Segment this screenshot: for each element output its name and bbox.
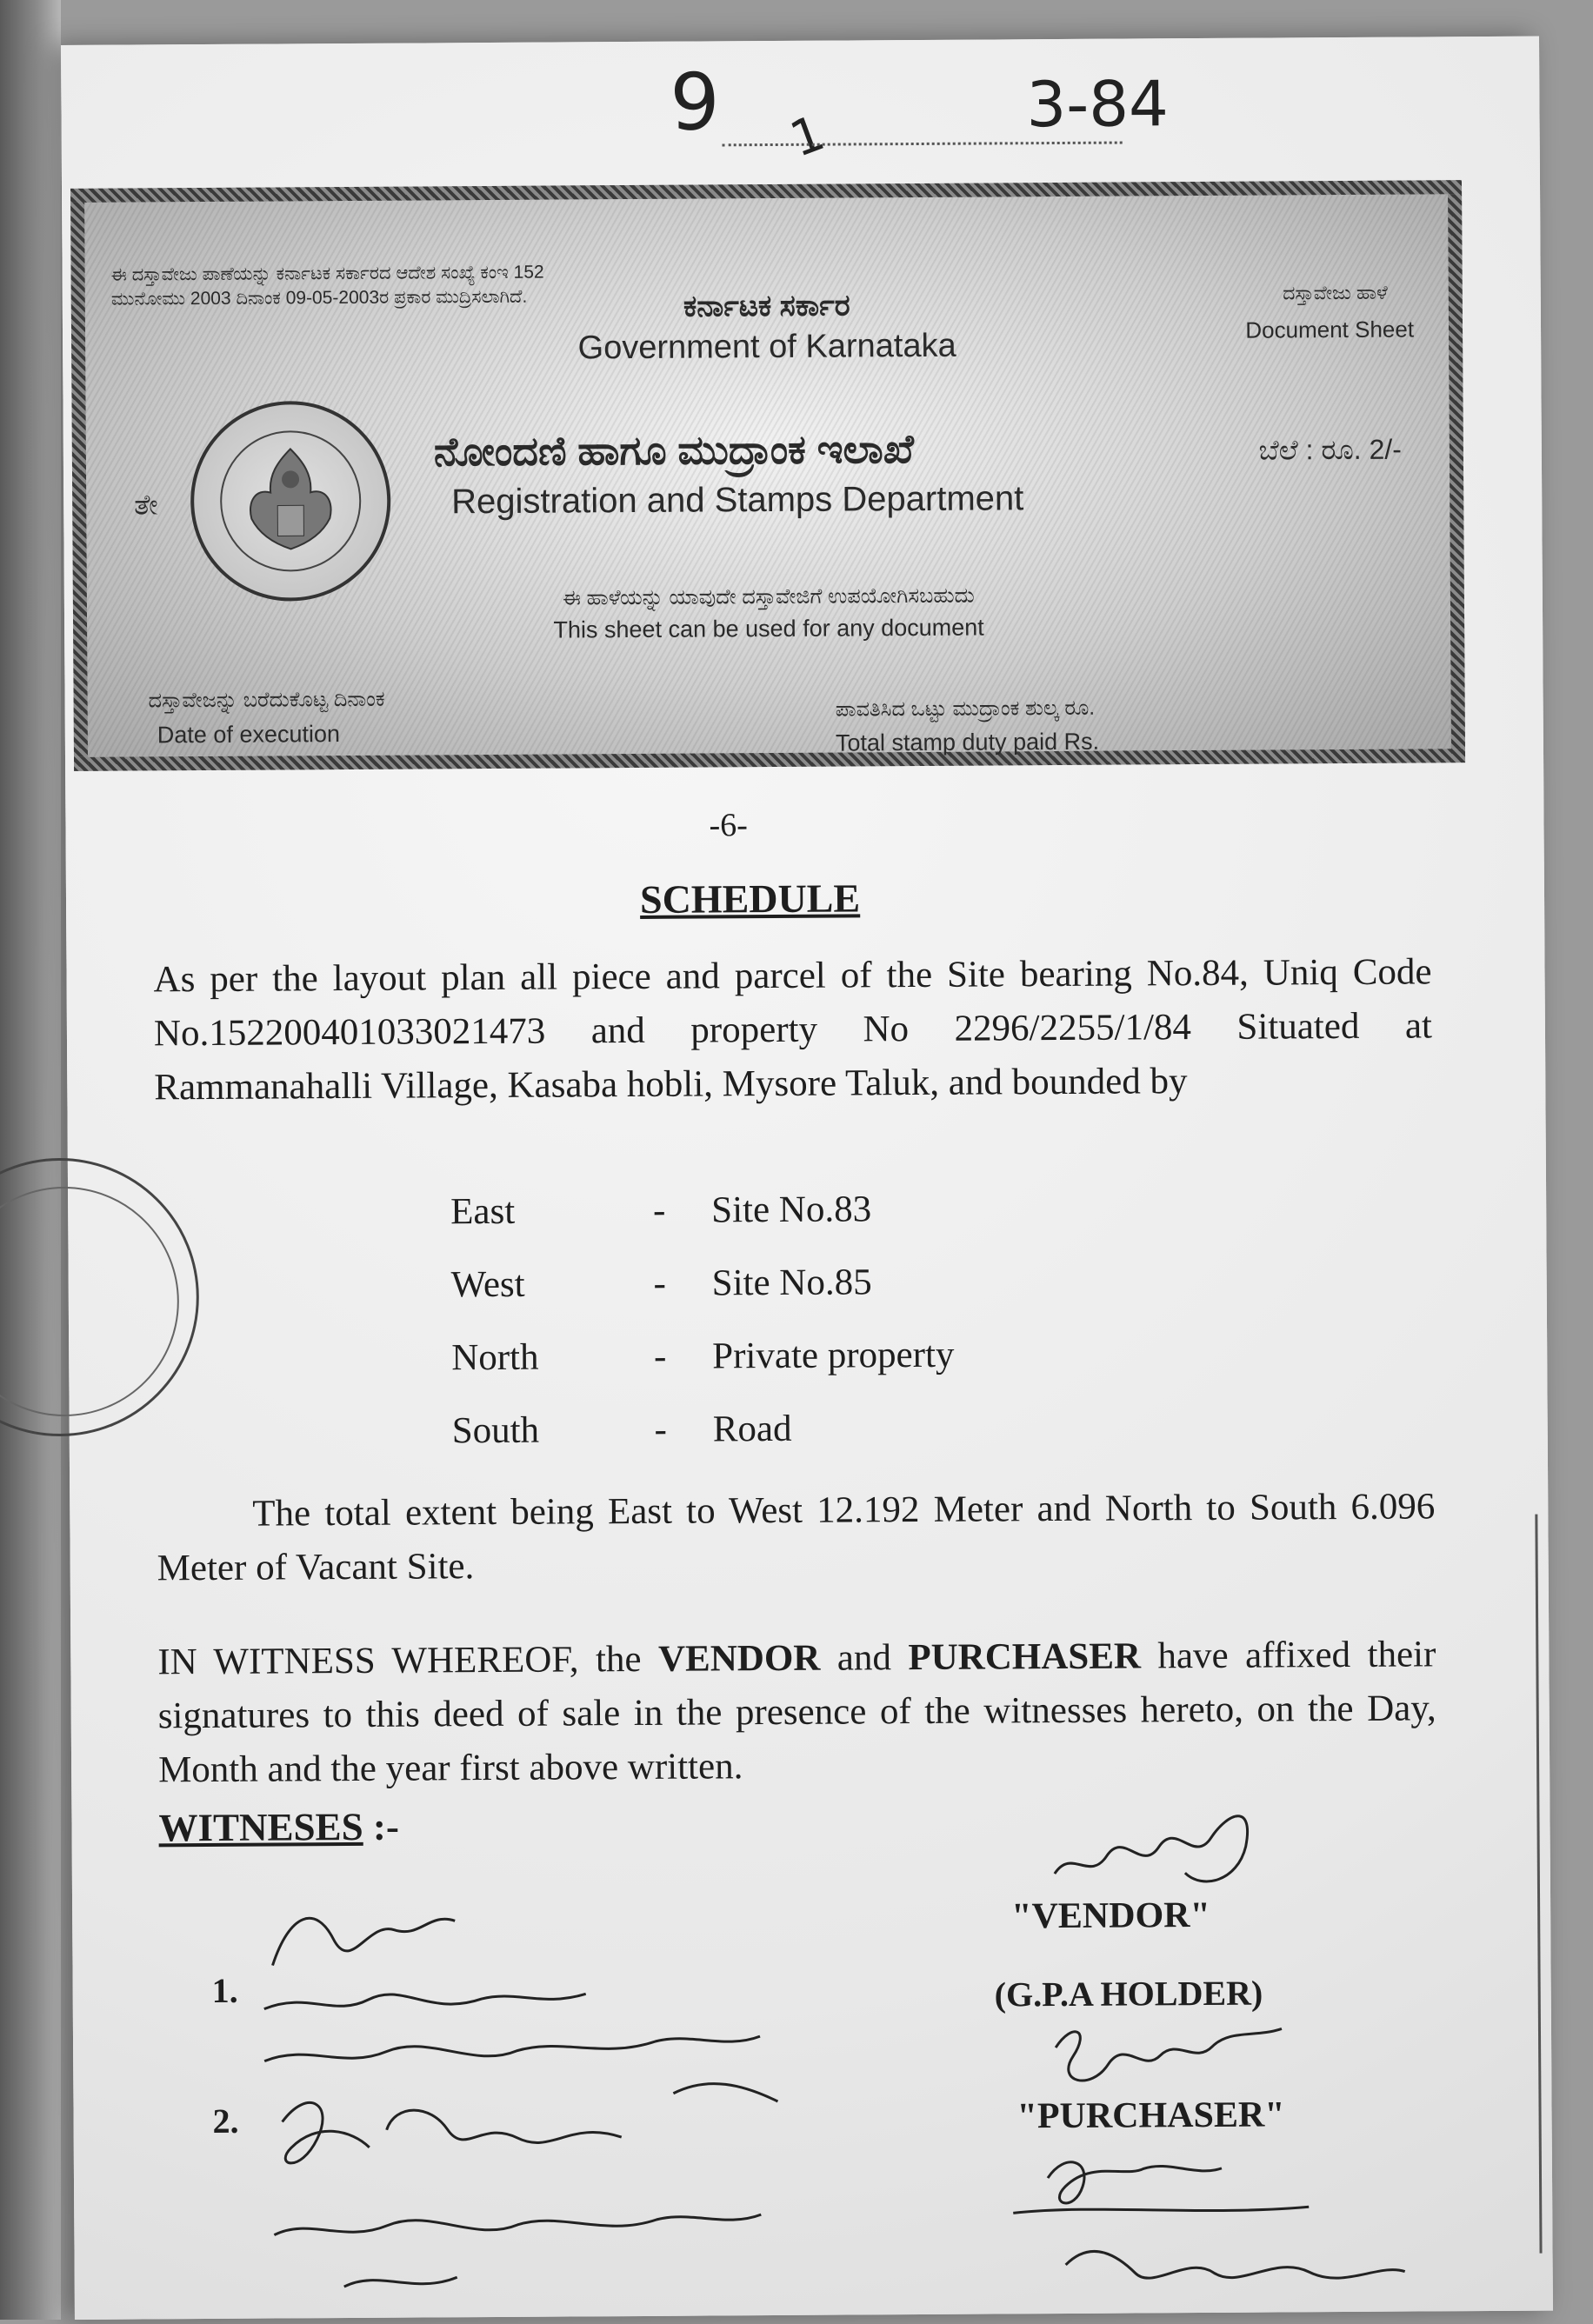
boundary-direction: East: [450, 1190, 516, 1233]
purchaser-signature: [996, 2141, 1431, 2317]
dotted-line: [723, 142, 1123, 147]
vendor-label: "VENDOR": [1011, 1894, 1210, 1937]
handwritten-number-right: 3-84: [1026, 67, 1170, 142]
boundary-direction: North: [451, 1336, 539, 1379]
state-emblem-icon: [190, 401, 391, 602]
handwritten-page-reference: [617, 54, 1227, 188]
margin-line: [1535, 1515, 1542, 2254]
schedule-heading: SCHEDULE: [639, 876, 861, 922]
boundary-separator: -: [654, 1408, 668, 1450]
vendor-signature: [1045, 1795, 1272, 1901]
gpa-holder-label: (G.P.A HOLDER): [994, 1973, 1263, 2014]
extent-paragraph: The total extent being East to West 12.192 Meter and North to South 6.096 Meter of Vacant Site.: [157, 1486, 1436, 1589]
government-title: Government of Karnataka: [577, 327, 956, 367]
witness-2-signature: [256, 2067, 831, 2314]
boundary-direction: South: [451, 1409, 540, 1452]
handwritten-mark: 1: [783, 104, 832, 169]
execution-date-label-kannada: ದಸ್ತಾವೇಜನ್ನು ಬರೆದುಕೊಟ್ಟ ದಿನಾಂಕ: [148, 687, 385, 713]
department-title-kannada: ನೋಂದಣಿ ಹಾಗೂ ಮುದ್ರಾಂಕ ಇಲಾಖೆ: [433, 426, 915, 475]
purchaser-term: PURCHASER: [908, 1635, 1142, 1679]
witnesses-heading-suffix: :-: [363, 1804, 400, 1848]
usage-note: This sheet can be used for any document: [553, 614, 984, 643]
boundary-direction: West: [450, 1263, 525, 1306]
stamp-left-mark: ತೇ: [134, 489, 158, 521]
boundary-separator: -: [653, 1262, 667, 1304]
stamp-price: ಬೆಲೆ : ರೂ. 2/-: [1258, 433, 1402, 466]
boundary-value: Road: [712, 1408, 792, 1450]
witness-1-signature: [255, 1884, 777, 2088]
boundary-value: Site No.85: [711, 1262, 872, 1304]
handwritten-number-left: 9: [670, 57, 721, 149]
document-page: [61, 37, 1553, 2320]
purchaser-label: "PURCHASER": [1016, 2094, 1285, 2137]
witness-clause-text: IN WITNESS WHEREOF, the: [157, 1638, 659, 1683]
document-sheet-label: Document Sheet: [1245, 316, 1415, 343]
vendor-term: VENDOR: [657, 1637, 821, 1680]
boundary-row: [451, 1261, 955, 1337]
boundary-row: [452, 1407, 956, 1483]
boundary-separator: -: [653, 1335, 667, 1377]
witness-2-number: 2.: [212, 2101, 239, 2141]
schedule-description: As per the layout plan all piece and parcel of the Site bearing No.84, Uniq Code No.152200401033021473 and property No 2296/2255/1/84 Situated at Rammanahalli Village, Kasaba hobli, Mysore Taluk, and bounded by: [153, 951, 1433, 1109]
witnesses-heading: [158, 1804, 399, 1851]
witness-1-number: 1.: [211, 1970, 238, 2010]
page-number: -6-: [709, 807, 748, 844]
boundary-row: [450, 1188, 954, 1264]
boundary-separator: -: [652, 1189, 666, 1231]
government-title-kannada: ಕರ್ನಾಟಕ ಸರ್ಕಾರ: [683, 289, 850, 323]
stamp-paper-header: [70, 180, 1465, 771]
document-sheet-label-kannada: ದಸ್ತಾವೇಜು ಹಾಳೆ: [1283, 281, 1388, 304]
stamp-duty-label-kannada: ಪಾವತಿಸಿದ ಒಟ್ಟು ಮುದ್ರಾಂಕ ಶುಲ್ಕ ರೂ.: [835, 696, 1096, 722]
witnesses-heading-text: WITNESES: [158, 1804, 363, 1850]
boundaries-list: [450, 1188, 955, 1483]
office-seal-stamp: [0, 1157, 200, 1437]
boundary-value: Private property: [712, 1334, 955, 1377]
witness-clause-text: and: [820, 1637, 909, 1679]
seal-inner-ring: [0, 1186, 180, 1417]
gpa-holder-signature: [1038, 2011, 1300, 2100]
usage-note-kannada: ಈ ಹಾಳೆಯನ್ನು ಯಾವುದೇ ದಸ್ತಾವೇಜಿಗೆ ಉಪಯೋಗಿಸಬಹುದು: [563, 583, 975, 610]
witness-clause-text: have affixed their signatures to this deed of sale in the presence of the witnesses hereto, on the Day, Month and the year first above written.: [157, 1634, 1436, 1791]
witness-clause: [157, 1628, 1436, 1797]
department-title: Registration and Stamps Department: [451, 479, 1024, 522]
execution-date-label: Date of execution: [157, 721, 341, 749]
stamp-duty-label: Total stamp duty paid Rs.: [835, 728, 1100, 756]
boundary-row: [451, 1334, 955, 1410]
stamp-order-note: ಈ ದಸ್ತಾವೇಜು ಪಾಣೆಯನ್ನು ಕರ್ನಾಟಕ ಸರ್ಕಾರದ ಆದೇಶ ಸಂಖ್ಯೆ ಕಂಇ 152 ಮುನೋಮು 2003 ದಿನಾಂಕ 09-05-2003ರ ಪ್ರಕಾರ ಮುದ್ರಿಸಲಾಗಿದೆ.: [110, 262, 544, 310]
boundary-value: Site No.83: [711, 1189, 872, 1231]
